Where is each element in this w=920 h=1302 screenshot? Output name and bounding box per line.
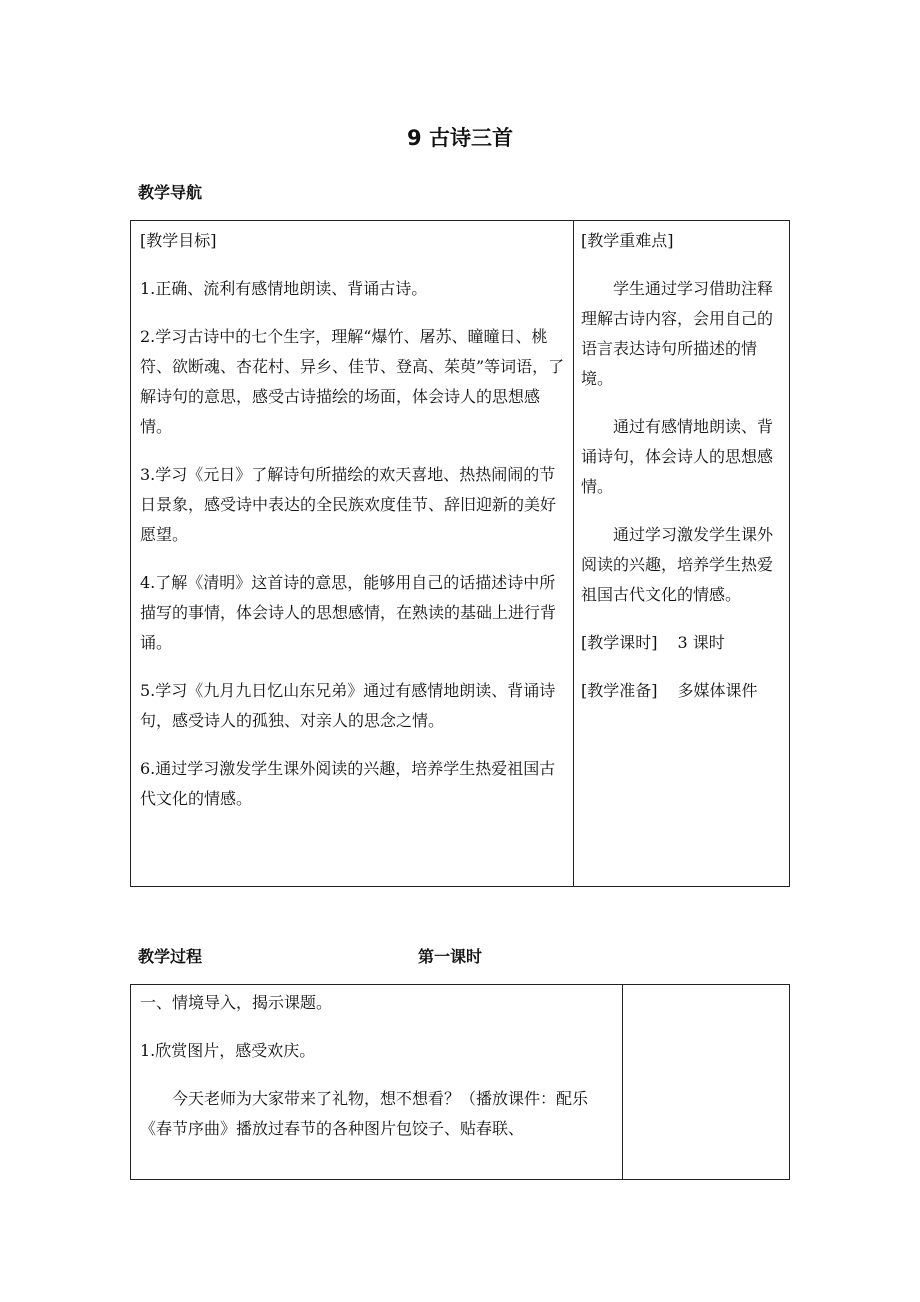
goal-item: 6.通过学习激发学生课外阅读的兴趣，培养学生热爱祖国古代文化的情感。	[140, 759, 556, 808]
prep-value: 多媒体课件	[677, 681, 758, 700]
key-points-heading: [教学重难点]	[581, 231, 674, 250]
process-line: 1.欣赏图片，感受欢庆。	[140, 1041, 316, 1060]
hours-value: 3 课时	[677, 633, 725, 652]
class-hours	[581, 628, 785, 658]
hours-label: [教学课时]	[581, 633, 658, 652]
lesson-label: 第一课时	[418, 947, 483, 966]
key-points-cell	[581, 226, 785, 724]
page-title: 9 古诗三首	[407, 126, 513, 150]
process-line: 一、情境导入，揭示课题。	[140, 993, 333, 1012]
goal-item: 3.学习《元日》了解诗句所描绘的欢天喜地、热热闹闹的节日景象，感受诗中表达的全民族欢度佳节、辞旧迎新的美好愿望。	[140, 465, 557, 544]
table-divider	[573, 220, 574, 887]
goals-cell	[140, 226, 568, 832]
goal-item: 2.学习古诗中的七个生字，理解“爆竹、屠苏、曈曈日、桃符、欲断魂、杏花村、异乡、佳节、登高、茱萸”等词语，了解诗句的意思，感受古诗描绘的场面，体会诗人的思想感情。	[140, 327, 565, 436]
key-point-paragraph: 学生通过学习借助注释理解古诗内容，会用自己的语言表达诗句所描述的情境。	[581, 279, 774, 388]
goal-item: 1.正确、流利有感情地朗读、背诵古诗。	[140, 279, 428, 298]
key-point-paragraph: 通过有感情地朗读、背诵诗句，体会诗人的思想感情。	[581, 417, 774, 496]
goal-item: 5.学习《九月九日忆山东兄弟》通过有感情地朗读、背诵诗句，感受诗人的孤独、对亲人的思念之情。	[140, 681, 556, 730]
goal-item: 4.了解《清明》这首诗的意思，能够用自己的话描述诗中所描写的事情，体会诗人的思想感情，在熟读的基础上进行背诵。	[140, 573, 557, 652]
process-line: 今天老师为大家带来了礼物，想不想看？（播放课件：配乐《春节序曲》播放过春节的各种图片包饺子、贴春联、	[140, 1089, 589, 1138]
key-point-paragraph: 通过学习激发学生课外阅读的兴趣，培养学生热爱祖国古代文化的情感。	[581, 525, 774, 604]
process-divider	[622, 984, 623, 1180]
nav-heading: 教学导航	[138, 183, 203, 202]
preparation	[581, 676, 785, 706]
process-heading: 教学过程	[138, 947, 203, 966]
prep-label: [教学准备]	[581, 681, 658, 700]
process-cell	[140, 988, 616, 1162]
goals-heading: [教学目标]	[140, 231, 217, 250]
